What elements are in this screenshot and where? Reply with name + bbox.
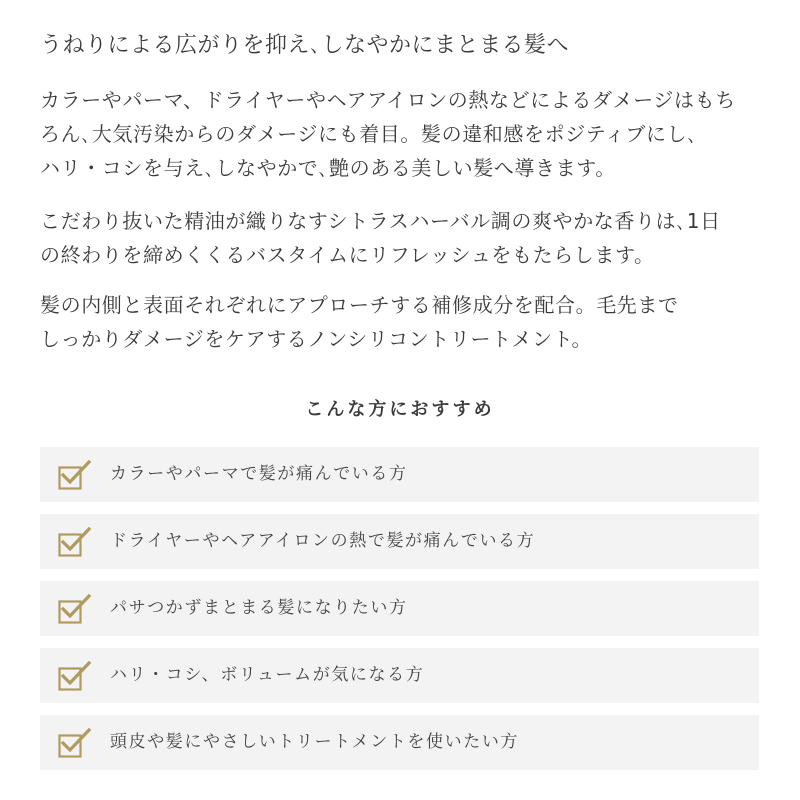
ingredients-paragraph (40, 288, 770, 356)
paragraph-line: カラーやパーマ、ドライヤーやヘアアイロンの熱などによるダメージはもち (40, 88, 736, 112)
paragraph-line: こだわり抜いた精油が織りなすシトラスハーバル調の爽やかな香りは､1日 (40, 209, 721, 233)
paragraph-line: の終わりを締めくくるバスタイムにリフレッシュをもたらします。 (40, 243, 655, 267)
recommend-item-label: カラーやパーマで髪が痛んでいる方 (110, 464, 408, 484)
paragraph-line: ハリ・コシを与え､しなやかで､艶のある美しい髪へ導きます。 (40, 156, 616, 180)
recommend-item (40, 715, 759, 770)
headline: うねりによる広がりを抑え､しなやかにまとまる髪へ (40, 33, 570, 58)
recommend-item (40, 514, 759, 569)
recommend-item-label: ハリ・コシ、ボリュームが気になる方 (110, 665, 425, 685)
recommend-list (40, 447, 759, 782)
paragraph-line: しっかりダメージをケアするノンシリコントリートメント。 (40, 327, 593, 351)
checkbox-check-icon (58, 527, 92, 557)
paragraph-line: 髪の内側と表面それぞれにアプローチする補修成分を配合。毛先まで (40, 293, 679, 317)
recommend-title: こんな方におすすめ (305, 399, 495, 420)
checkbox-check-icon (58, 594, 92, 624)
recommend-item-label: ドライヤーやヘアアイロンの熱で髪が痛んでいる方 (110, 531, 536, 551)
recommend-item (40, 581, 759, 636)
paragraph-line: ろん､大気汚染からのダメージにも着目。髪の違和感をポジティブにし､ (40, 122, 698, 146)
checkbox-check-icon (58, 661, 92, 691)
checkbox-check-icon (58, 728, 92, 758)
description-paragraph (40, 83, 770, 185)
recommend-item-label: 頭皮や髪にやさしいトリートメントを使いたい方 (110, 732, 520, 752)
recommend-item (40, 648, 759, 703)
recommend-item (40, 447, 759, 502)
recommend-item-label: パサつかずまとまる髪になりたい方 (110, 598, 408, 618)
fragrance-paragraph (40, 204, 770, 272)
checkbox-check-icon (58, 460, 92, 490)
